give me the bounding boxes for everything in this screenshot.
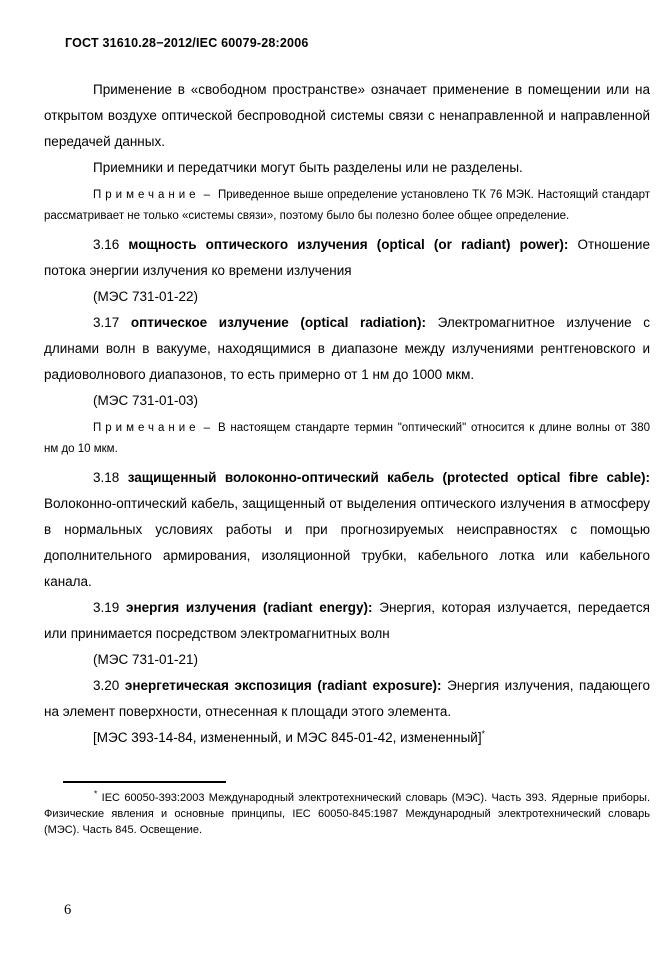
note-2-label: Примечание	[93, 422, 200, 434]
term-3-19-definition: Энергия, которая излучается, передается или принимается посредством электромагнитных волн	[44, 600, 650, 641]
footnote-text	[44, 790, 650, 838]
reference-combined	[44, 725, 650, 751]
running-header: ГОСТ 31610.28−2012/IEC 60079-28:2006	[65, 36, 309, 50]
footnote-marker-inline: *	[481, 728, 485, 739]
page-number: 6	[64, 902, 72, 918]
term-3-17-term: оптическое излучение (optical radiation):	[130, 315, 426, 330]
term-3-16-number: 3.16	[93, 237, 120, 252]
document-body	[44, 77, 650, 751]
term-3-16	[44, 232, 650, 284]
term-3-16-definition: Отношение потока энергии излучения ко времени излучения	[44, 237, 650, 278]
note-2	[44, 418, 650, 459]
paragraph-receivers: Приемники и передатчики могут быть разделены или не разделены.	[93, 160, 523, 175]
note-2-text: В настоящем стандарте термин "оптический" относится к длине волны от 380 нм до 10 мкм.	[44, 422, 650, 455]
reference-3-16: (МЭС 731-01-22)	[93, 289, 198, 304]
term-3-17-number: 3.17	[93, 315, 120, 330]
term-3-16-term: мощность оптического излучения (optical (or radiant) power):	[128, 237, 569, 252]
reference-combined-text: [МЭС 393-14-84, измененный, и МЭС 845-01-42, измененный]	[93, 730, 482, 745]
term-3-20	[44, 673, 650, 725]
term-3-19-number: 3.19	[93, 600, 120, 615]
term-3-19	[44, 595, 650, 647]
reference-3-17: (МЭС 731-01-03)	[93, 393, 198, 408]
term-3-17	[44, 310, 650, 388]
term-3-18	[44, 465, 650, 595]
term-3-18-term: защищенный волоконно-оптический кабель (protected optical fibre cable):	[127, 470, 650, 485]
term-3-18-definition: Волоконно-оптический кабель, защищенный от выделения оптического излучения в атмосферу в нормальных условиях работы и при прогнозируемых неисправностях с помощью дополнительного армирования, изоляционной трубки, кабельного лотка или кабельного канала.	[44, 496, 650, 589]
note-1-text: Приведенное выше определение установлено ТК 76 МЭК. Настоящий стандарт рассматривает не только «системы связи», поэтому было бы полезно более общее определение.	[44, 189, 650, 222]
footnote-marker: *	[94, 788, 98, 799]
term-3-18-number: 3.18	[93, 470, 120, 485]
note-1	[44, 185, 650, 226]
note-2-dash: –	[203, 422, 210, 434]
footnote-block	[44, 781, 650, 838]
note-1-dash: –	[203, 189, 210, 201]
paragraph-free-space: Применение в «свободном пространстве» означает применение в помещении или на открытом воздухе оптической беспроводной системы связи с ненаправленной и направленной передачей данных.	[44, 82, 650, 149]
term-3-19-term: энергия излучения (radiant energy):	[126, 600, 373, 615]
term-3-20-term: энергетическая экспозиция (radiant exposure):	[124, 678, 442, 693]
reference-3-19: (МЭС 731-01-21)	[93, 652, 198, 667]
term-3-17-definition: Электромагнитное излучение с длинами волн в вакууме, находящимися в диапазоне между излучениями рентгеновского и радиоволнового диапазонов, то есть примерно от 1 нм до 1000 мкм.	[44, 315, 650, 382]
term-3-20-number: 3.20	[93, 678, 120, 693]
footnote-body: IEC 60050-393:2003 Международный электротехнический словарь (МЭС). Часть 393. Ядерные приборы. Физические явления и основные принципы, IEC 60050-845:1987 Международный электротехнический словарь (МЭС). Часть 845. Освещение.	[44, 792, 650, 836]
term-3-20-definition: Энергия излучения, падающего на элемент поверхности, отнесенная к площади этого элемента.	[44, 678, 650, 719]
note-1-label: Примечание	[93, 189, 200, 201]
footnote-separator-rule	[63, 781, 226, 783]
